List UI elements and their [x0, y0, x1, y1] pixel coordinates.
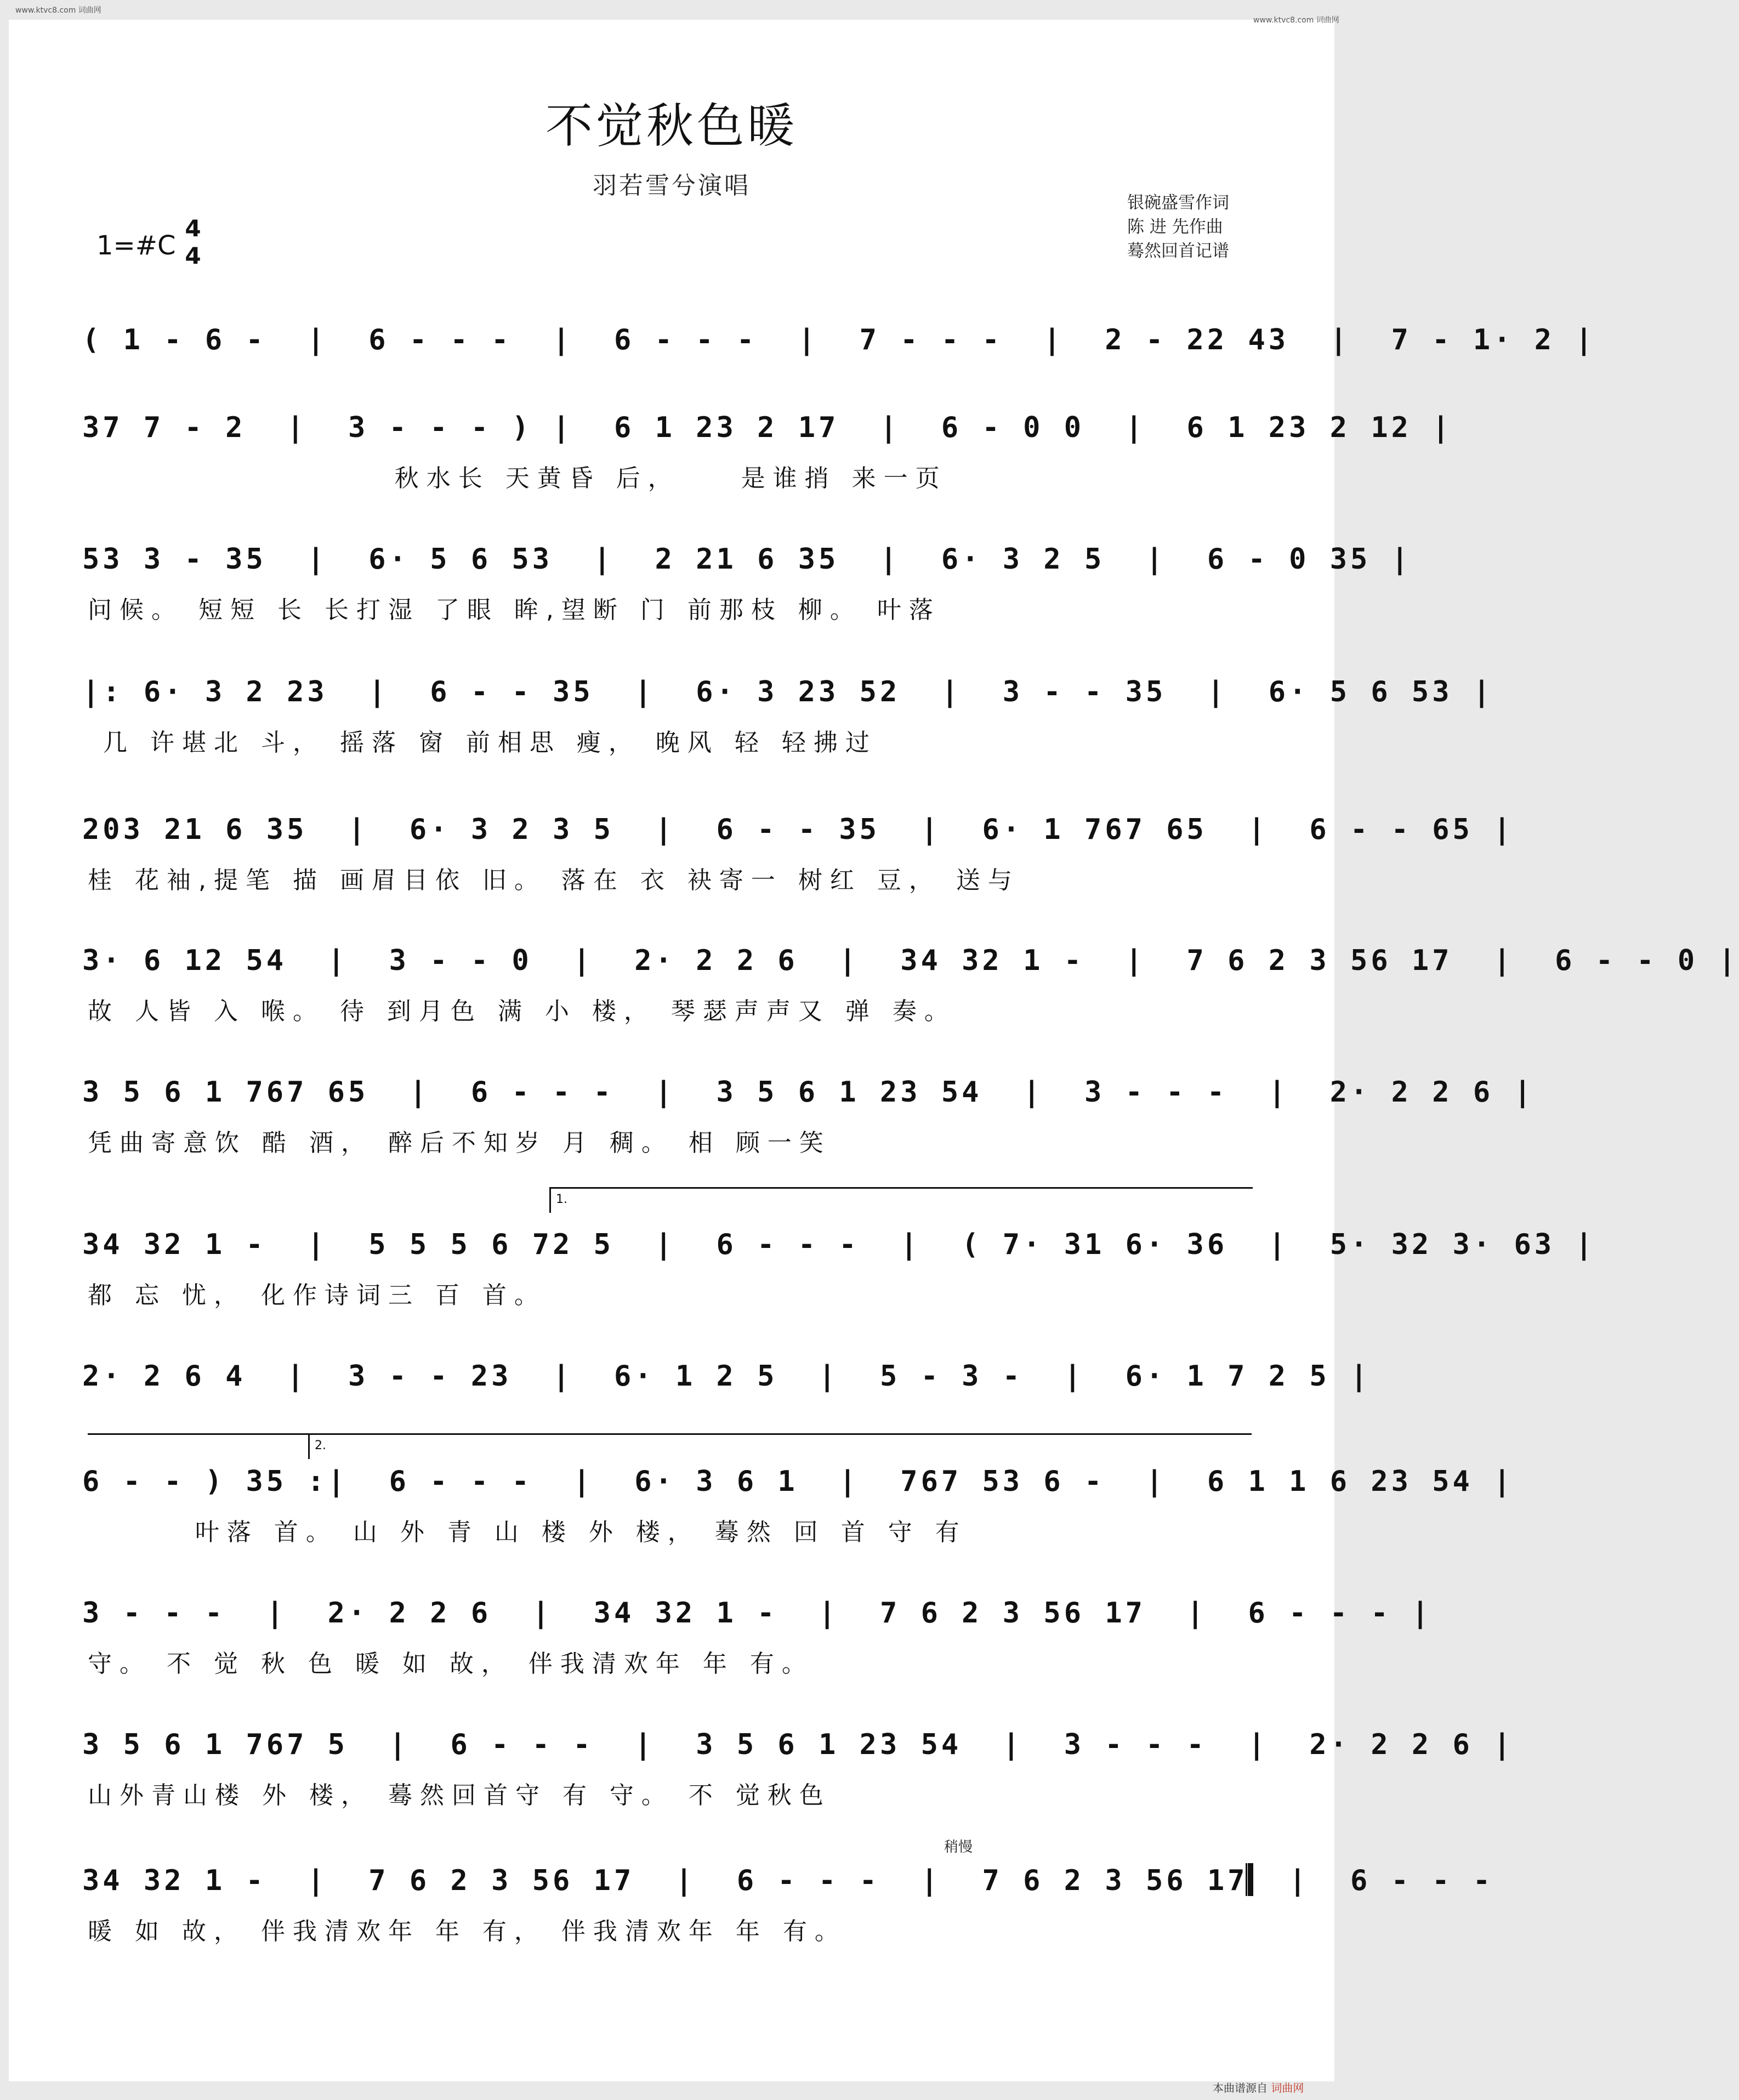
lyrics-line: 山外青山楼 外 楼， 蓦然回首守 有 守。 不 觉秋色	[88, 1781, 831, 1809]
notes-line: 34 32 1 - | 7 6 2 3 56 17 | 6 - - - | 7 6 2 3 56 17 | 6 - - -	[82, 1864, 1514, 1897]
system-8	[82, 1228, 1596, 1338]
system-3	[82, 543, 1412, 652]
lyrics-line: 几 许堪北 斗， 摇落 窗 前相思 瘦， 晚风 轻 轻拂过	[88, 729, 877, 757]
meter-top: 4	[185, 215, 201, 242]
notes-line: 53 3 - 35 | 6· 5 6 53 | 2 21 6 35 | 6· 3 2 5 | 6 - 0 35 |	[82, 543, 1412, 576]
footer-source: 本曲谱源自 词曲网	[1213, 2081, 1304, 2095]
notes-line: 203 21 6 35 | 6· 3 2 3 5 | 6 - - 35 | 6· 1 767 65 | 6 - - 65 |	[82, 813, 1514, 846]
song-title: 不觉秋色暖	[545, 99, 798, 154]
lyrics-line: 故 人皆 入 喉。 待 到月色 满 小 楼， 琴瑟声声又 弹 奏。	[88, 997, 956, 1025]
lyrics-line: 都 忘 忧， 化作诗词三 百 首。	[88, 1281, 546, 1309]
watermark-left: www.ktvc8.com 词曲网	[15, 6, 101, 15]
song-subtitle: 羽若雪兮演唱	[593, 172, 751, 200]
system-12	[82, 1728, 1514, 1838]
system-2	[82, 411, 1453, 521]
notes-line: 37 7 - 2 | 3 - - - ) | 6 1 23 2 17 | 6 - 0 0 | 6 1 23 2 12 |	[82, 411, 1453, 444]
volta-2-bracket	[308, 1433, 1252, 1459]
lyrics-line: 问候。 短短 长 长打湿 了眼 眸,望断 门 前那枝 柳。 叶落	[88, 596, 941, 624]
system-10	[82, 1465, 1514, 1575]
lyrics-line: 桂 花袖,提笔 描 画眉目依 旧。 落在 衣 袂寄一 树红 豆， 送与	[88, 866, 1020, 894]
lyrics-line: 秋水长 天黄昏 后， 是谁捎 来一页	[88, 464, 947, 492]
system-5	[82, 813, 1514, 923]
notes-line: 3 5 6 1 767 65 | 6 - - - | 3 5 6 1 23 54 | 3 - - - | 2· 2 2 6 |	[82, 1076, 1535, 1109]
lyrics-line: 叶落 首。 山 外 青 山 楼 外 楼， 蓦然 回 首 守 有	[88, 1518, 967, 1546]
lyricist-credit: 银碗盛雪作词	[1127, 193, 1229, 213]
notes-line: 3 - - - | 2· 2 2 6 | 34 32 1 - | 7 6 2 3 56 17 | 6 - - - |	[82, 1597, 1433, 1630]
notes-line: ( 1 - 6 - | 6 - - - | 6 - - - | 7 - - - | 2 - 22 43 | 7 - 1· 2 |	[82, 323, 1596, 356]
composer-credit: 陈 进 先作曲	[1127, 217, 1223, 237]
system-11	[82, 1597, 1433, 1706]
final-barline	[1246, 1863, 1253, 1896]
notes-line: 6 - - ) 35 :| 6 - - - | 6· 3 6 1 | 767 53 6 - | 6 1 1 6 23 54 |	[82, 1465, 1514, 1498]
volta-2-label: 2.	[315, 1439, 326, 1452]
volta-1-label: 1.	[556, 1193, 567, 1206]
lyrics-line: 凭曲寄意饮 酷 酒， 醉后不知岁 月 稠。 相 顾一笑	[88, 1129, 831, 1157]
notes-line: 3 5 6 1 767 5 | 6 - - - | 3 5 6 1 23 54 | 3 - - - | 2· 2 2 6 |	[82, 1728, 1514, 1761]
lyrics-line: 守。 不 觉 秋 色 暖 如 故， 伴我清欢年 年 有。	[88, 1650, 814, 1678]
notes-line: 34 32 1 - | 5 5 5 6 72 5 | 6 - - - | ( 7· 31 6· 36 | 5· 32 3· 63 |	[82, 1228, 1596, 1261]
system-4	[82, 676, 1494, 785]
notes-line: 3· 6 12 54 | 3 - - 0 | 2· 2 2 6 | 34 32 1 - | 7 6 2 3 56 17 | 6 - - 0 |	[82, 944, 1739, 977]
credits	[1127, 191, 1229, 263]
system-13	[82, 1864, 1514, 1974]
system-7	[82, 1076, 1535, 1185]
transcriber-credit: 蓦然回首记谱	[1127, 241, 1229, 261]
lyrics-line: 暖 如 故， 伴我清欢年 年 有， 伴我清欢年 年 有。	[88, 1917, 846, 1945]
time-signature	[181, 215, 205, 270]
tempo-mark: 稍慢	[944, 1839, 973, 1855]
system-6	[82, 944, 1739, 1054]
watermark-right: www.ktvc8.com 词曲网	[1253, 16, 1339, 25]
volta-1-bracket	[549, 1187, 1253, 1213]
key-signature: 1=#C	[96, 230, 176, 261]
notes-line: 2· 2 6 4 | 3 - - 23 | 6· 1 2 5 | 5 - 3 - | 6· 1 7 2 5 |	[82, 1360, 1371, 1393]
notes-line: |: 6· 3 2 23 | 6 - - 35 | 6· 3 23 52 | 3 - - 35 | 6· 5 6 53 |	[82, 676, 1494, 708]
meter-bottom: 4	[185, 242, 201, 269]
